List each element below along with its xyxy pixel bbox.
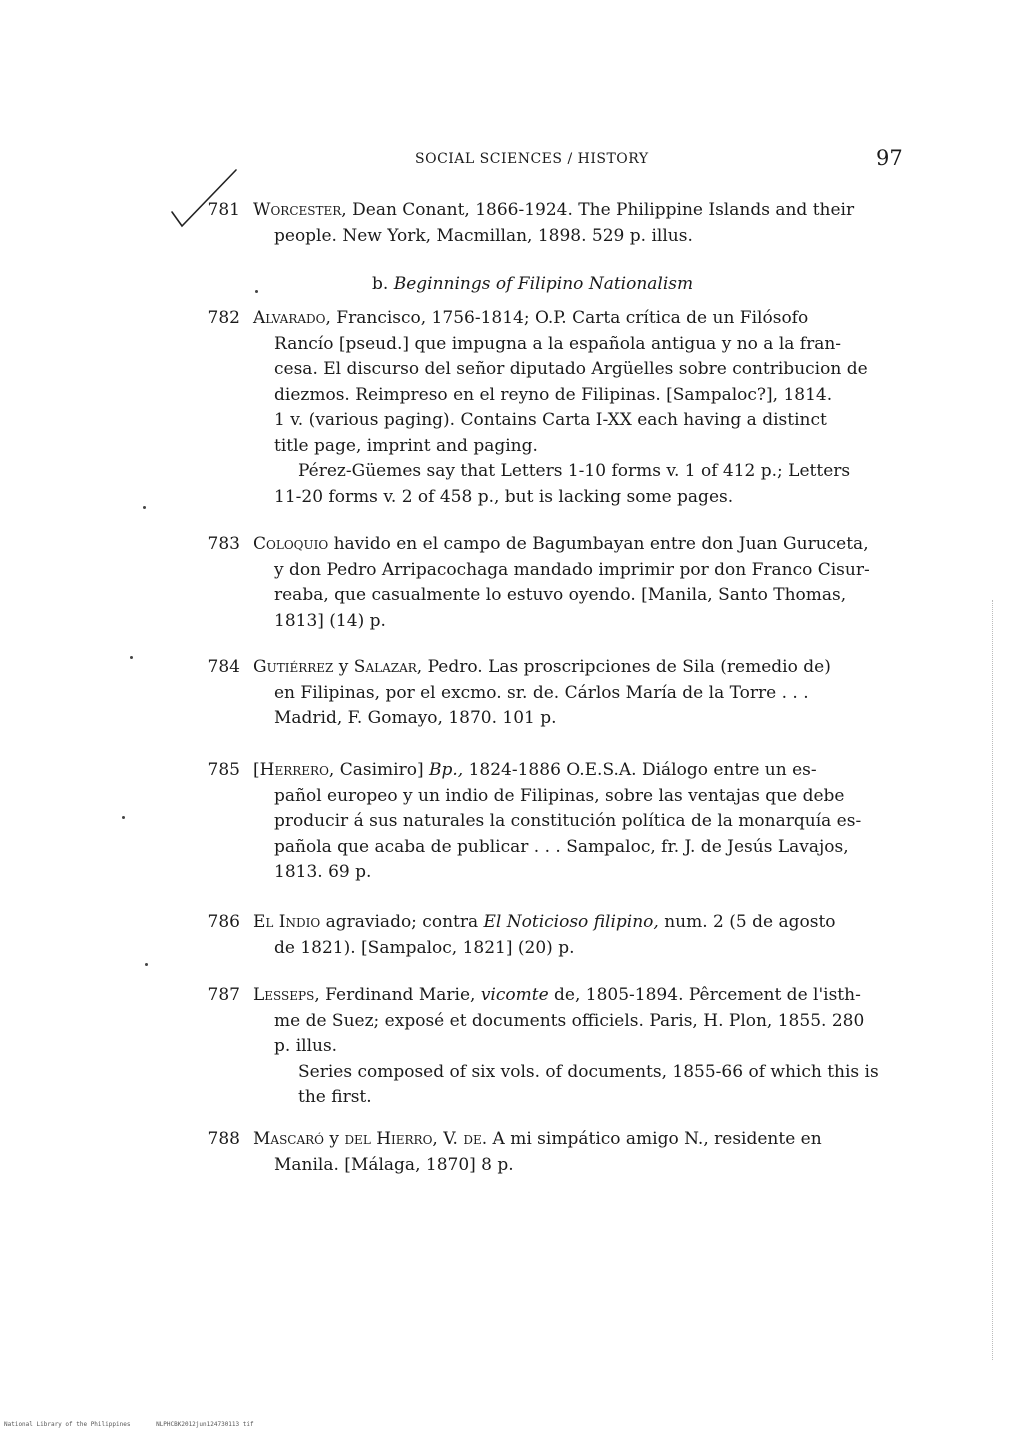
scan-footer: National Library of the Philippines NLPHCBK2012jun124730113 tif (4, 1421, 254, 1428)
entry-author: Herrero, (259, 760, 335, 780)
entry-number: 784 (207, 657, 240, 677)
section-heading: b. Beginnings of Filipino Nationalism (372, 274, 694, 294)
entry-number: 786 (207, 912, 240, 932)
entry-note: Series composed of six vols. of documents, 1855-66 of which this is (298, 1061, 879, 1082)
entry-number: 788 (207, 1129, 240, 1149)
entry-number: 783 (207, 534, 240, 554)
scan-speck (255, 290, 258, 293)
scan-speck (145, 963, 148, 966)
entry-number: 782 (207, 308, 240, 328)
scan-speck (143, 506, 146, 509)
entry-number: 785 (207, 760, 240, 780)
entry-author: Salazar, (353, 657, 423, 677)
entry-author: Alvarado, (253, 308, 331, 328)
entry-author: Coloquio (253, 534, 329, 554)
entry-number: 787 (207, 985, 240, 1005)
scan-edge (992, 600, 994, 1360)
entry-note: Pérez-Güemes say that Letters 1-10 forms v. 1 of 412 p.; Letters (298, 461, 851, 481)
book-page: SOCIAL SCIENCES / HISTORY 97 781 Worcester, Dean Conant, 1866-1924. The Philippine Islands and their people. New York, Macmillan, 1898. 529 p. illus. b. Beginnings of Filipino Nationalism 782 Alvarado, Francisco, 1756-1814; O.P. Carta crítica de un Filósofo Rancío [pseud.] que impugna a la española antigua y no a la fran- cesa. El discurso del señor diputado Argüelles sobre contribucion de diezmos. Reimpreso en el reyno de Filipinas. [Sampaloc?], 1814. 1 v. (various paging). Contains Carta I-XX each having a distinct title page, imprint and paging. Pérez-Güemes say that Letters 1-10 forms v. 1 of 412 p.; Letters 11-20 forms v. 2 of 458 p., but is lacking some pages. 783 Coloquio havido en el campo de Bagumbayan entre don Juan Guruceta, y don Pedro Arripacochaga mandado imprimir por don Franco Cisur- reaba, que casualmente lo estuvo oyendo. [Manila, Santo Thomas, 1813] (14) p. 784 Gutiérrez y Salazar, Pedro. Las proscripciones de Sila (remedio de) en Filipinas, por el excmo. sr. de. Cárlos María de la Torre . . . Madrid, F. Gomayo, 1870. 101 p. 785 [Herrero, Casimiro] Bp., 1824-1886 O.E.S.A. Diálogo entre un es- pañol europeo y un indio de Filipinas, sobre las ventajas que debe producir á sus naturales la constitución política de la monarquía es- pañola que acaba de publicar . . . Sampaloc, fr. J. de Jesús Lavajos, 1813. 69 p. 786 El Indio agraviado; contra El Noticioso filipino, num. 2 (5 de agosto de 1821). [Sampaloc, 1821] (20) p. 787 Lesseps, Ferdinand Marie, vicomte de, 1805-1894. Pêrcement de l'isth- me de Suez; exposé et documents officiels. Paris, H. Plon, 1855. 280 p. illus. Series composed of six vols. of documents, 1855-66 of which this is the first. 788 Mascaró y del Hierro, V. de. A mi simpático amigo N., residente en Manila. [Málaga, 1870] 8 p. National Library of the Philippines NLPHCBK2012jun124730113 tif (0, 0, 1011, 1433)
entry-author: Mascaró (253, 1129, 325, 1149)
entry-author: Lesseps, (253, 985, 320, 1005)
page-number: 97 (876, 146, 903, 170)
entry-author: Worcester, (253, 200, 347, 220)
entry-author: Gutiérrez (253, 657, 334, 677)
entry-author: El Indio (253, 912, 321, 932)
entry-number: 781 (207, 200, 240, 220)
running-head: SOCIAL SCIENCES / HISTORY (415, 151, 649, 167)
entry-author: del Hierro, V. de. (344, 1129, 488, 1149)
scan-speck (130, 656, 133, 659)
scan-speck (122, 816, 125, 819)
